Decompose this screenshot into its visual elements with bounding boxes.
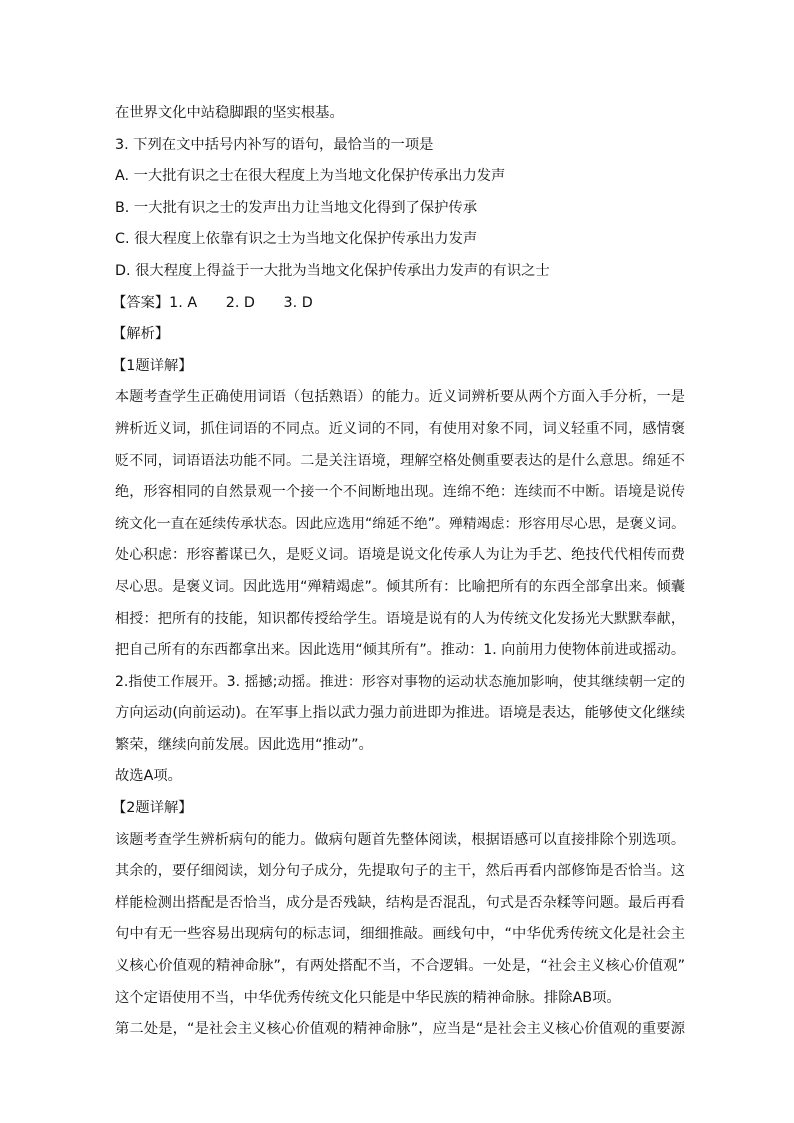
text-line: 其余的，要仔细阅读，划分句子成分，先提取句子的主干，然后再看内部修饰是否恰当。这 [115, 863, 685, 880]
text-line: 义核心价值观的精神命脉”，有两处搭配不当，不合逻辑。一处是，“社会主义核心价值观” [115, 958, 685, 975]
text-line: 第二处是，“是社会主义核心价值观的精神命脉”，应当是“是社会主义核心价值观的重要源 [115, 1021, 685, 1038]
text-line: 2.指使工作展开。3. 摇撼;动摇。推进：形容对事物的运动状态施加影响，使其继续朝一定的 [115, 673, 685, 690]
text-line: 句中有无一些容易出现病句的标志词，细细推敲。画线句中，“中华优秀传统文化是社会主 [115, 926, 685, 943]
text-line: 辨析近义词，抓住词语的不同点。近义词的不同，有使用对象不同，词义轻重不同，感情褒 [115, 420, 685, 437]
text-line: 样能检测出搭配是否恰当，成分是否残缺，结构是否混乱，句式是否杂糅等问题。最后再看 [115, 894, 685, 911]
text-line: 绝，形容相同的自然景观一个接一个不间断地出现。连绵不绝：连续而不中断。语境是说传 [115, 484, 685, 501]
text-line: 本题考查学生正确使用词语（包括熟语）的能力。近义词辨析要从两个方面入手分析，一是 [115, 389, 685, 406]
text-line: 相授：把所有的技能，知识都传授给学生。语境是说有的人为传统文化发扬光大默默奉献， [115, 610, 685, 627]
text-line: 贬不同，词语语法功能不同。二是关注语境，理解空格处侧重要表达的是什么意思。绵延不 [115, 452, 685, 469]
text-line: 把自己所有的东西都拿出来。因此选用“倾其所有”。推动：1. 向前用力使物体前进或摇动。 [115, 642, 685, 659]
text-line: 在世界文化中站稳脚跟的坚实根基。 [115, 105, 344, 121]
text-line: 故选A项。 [115, 768, 182, 785]
text-line: 该题考查学生辨析病句的能力。做病句题首先整体阅读，根据语感可以直接排除个别选项。 [115, 831, 685, 848]
answer-line: 【答案】1. A 2. D 3. D [112, 294, 313, 311]
text-line: 方向运动(向前运动)。在军事上指以武力强力前进即为推进。语境是表达，能够使文化继续 [115, 705, 685, 722]
text-line: 统文化一直在延续传承状态。因此应选用“绵延不绝”。殚精竭虑：形容用尽心思，是褒义词。 [115, 515, 685, 532]
option-c: C. 很大程度上依靠有识之士为当地文化保护传承出力发声 [115, 231, 478, 248]
text-line: 这个定语使用不当，中华优秀传统文化只能是中华民族的精神命脉。排除AB项。 [115, 989, 621, 1006]
text-line: 处心积虑：形容蓄谋已久，是贬义词。语境是说文化传承人为让为手艺、绝技代代相传而费 [115, 547, 685, 564]
question-3-stem: 3. 下列在文中括号内补写的语句，最恰当的一项是 [115, 136, 434, 153]
option-d: D. 很大程度上得益于一大批为当地文化保护传承出力发声的有识之士 [115, 262, 550, 279]
q2-detail-heading: 【2题详解】 [112, 800, 193, 817]
analysis-heading: 【解析】 [112, 326, 170, 343]
option-b: B. 一大批有识之士的发声出力让当地文化得到了保护传承 [115, 199, 478, 216]
q1-detail-heading: 【1题详解】 [112, 357, 193, 374]
option-a: A. 一大批有识之士在很大程度上为当地文化保护传承出力发声 [115, 168, 506, 185]
document-body [112, 101, 685, 1049]
text-line: 繁荣，继续向前发展。因此选用“推动”。 [115, 736, 373, 753]
text-line: 尽心思。是褒义词。因此选用“殚精竭虑”。倾其所有：比喻把所有的东西全部拿出来。倾囊 [115, 578, 685, 595]
